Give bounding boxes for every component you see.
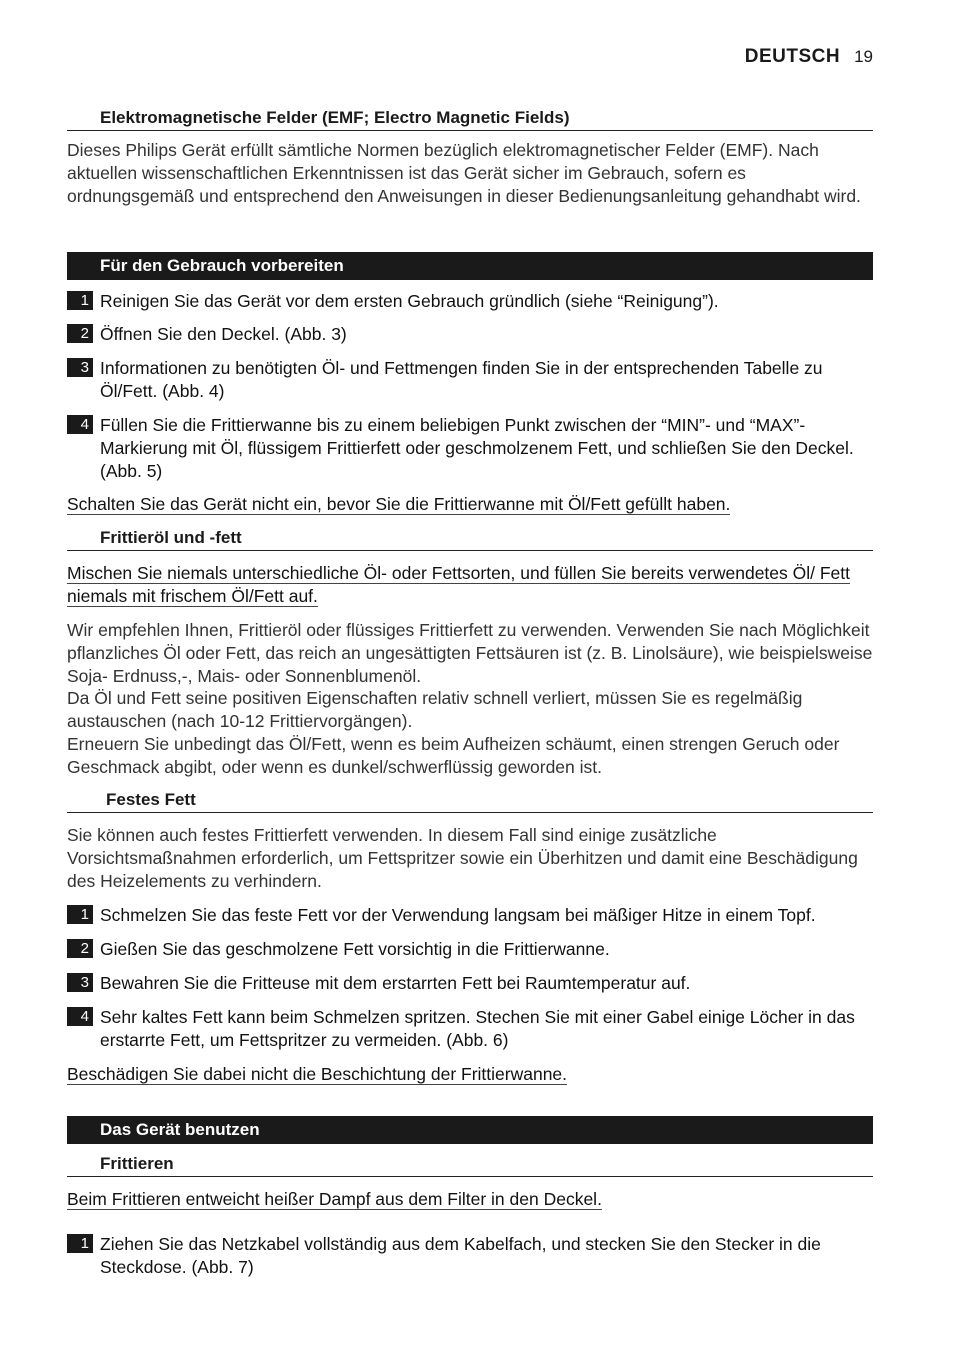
prepare-step — [67, 323, 873, 346]
oil-section — [67, 528, 873, 551]
emf-text: Dieses Philips Gerät erfüllt sämtliche Normen bezüglich elektromagnetischer Felder (EMF). Nach aktuellen wissenschaftlichen Erkenntnissen ist das Gerät sicher im Gebrauch, sofern es ordnungsgemäß und entsprechend den Anweisungen in dieser Bedienungsanleitung gehandhabt wird. — [67, 140, 861, 206]
solid-step — [67, 904, 873, 927]
step-number: 4 — [67, 415, 93, 434]
step-text: Öffnen Sie den Deckel. (Abb. 3) — [100, 324, 347, 344]
solid-step — [67, 938, 873, 961]
oil-paragraph-1: Wir empfehlen Ihnen, Frittieröl oder flüssiges Frittierfett zu verwenden. Verwenden Sie nach Möglichkeit pflanzliches Öl oder Fett, das reich an ungesättigten Fettsäuren ist (z. B. Linolsäure), wie beispielsweise Soja- Erdnuss,-, Mais- oder Sonnenblumenöl. — [67, 620, 873, 686]
page-header — [745, 46, 873, 68]
page-number: 19 — [854, 47, 873, 66]
emf-heading: Elektromagnetische Felder (EMF; Electro Magnetic Fields) — [67, 108, 873, 131]
emf-section — [67, 108, 873, 207]
step-number: 2 — [67, 324, 93, 343]
oil-paragraph-2: Da Öl und Fett seine positiven Eigenschaften relativ schnell verliert, müssen Sie es regelmäßig austauschen (nach 10-12 Frittiervorgängen). — [67, 688, 803, 731]
step-number: 3 — [67, 973, 93, 992]
frying-heading: Frittieren — [67, 1154, 873, 1177]
solid-heading: Festes Fett — [67, 790, 873, 813]
step-number: 1 — [67, 905, 93, 924]
step-number: 3 — [67, 358, 93, 377]
solid-step — [67, 1006, 873, 1052]
use-heading: Das Gerät benutzen — [67, 1116, 873, 1144]
use-warning-text: Beim Frittieren entweicht heißer Dampf aus dem Filter in den Deckel. — [67, 1189, 602, 1209]
oil-heading: Frittieröl und -fett — [67, 528, 873, 551]
use-step — [67, 1233, 873, 1279]
step-text: Informationen zu benötigten Öl- und Fettmengen finden Sie in der entsprechenden Tabelle zu Öl/Fett. (Abb. 4) — [100, 358, 823, 401]
step-text: Gießen Sie das geschmolzene Fett vorsichtig in die Frittierwanne. — [100, 939, 610, 959]
step-number: 4 — [67, 1007, 93, 1026]
prepare-step — [67, 290, 873, 313]
solid-warning-text: Beschädigen Sie dabei nicht die Beschichtung der Frittierwanne. — [67, 1064, 568, 1084]
use-heading-bar — [67, 1116, 873, 1144]
step-text: Füllen Sie die Frittierwanne bis zu einem beliebigen Punkt zwischen der “MIN”- und “MAX”-Markierung mit Öl, flüssigem Frittierfett oder geschmolzenem Fett, und schließen Sie den Deckel. (Abb. 5) — [100, 415, 854, 481]
solid-text: Sie können auch festes Frittierfett verwenden. In diesem Fall sind einige zusätzliche Vorsichtsmaßnahmen erforderlich, um Fettspritzer sowie ein Überhitzen und damit eine Beschädigung des Heizelements zu verhindern. — [67, 825, 858, 891]
step-text: Schmelzen Sie das feste Fett vor der Verwendung langsam bei mäßiger Hitze in einem Topf. — [100, 905, 816, 925]
step-text: Sehr kaltes Fett kann beim Schmelzen spritzen. Stechen Sie mit einer Gabel einige Löcher in das erstarrte Fett, um Fettspritzer zu vermeiden. (Abb. 6) — [100, 1007, 855, 1050]
language-label: DEUTSCH — [744, 46, 841, 67]
prepare-warning — [67, 493, 873, 516]
prepare-heading: Für den Gebrauch vorbereiten — [67, 252, 873, 280]
solid-warning — [67, 1063, 873, 1086]
step-text: Ziehen Sie das Netzkabel vollständig aus dem Kabelfach, und stecken Sie den Stecker in die Steckdose. (Abb. 7) — [100, 1234, 821, 1277]
oil-paragraph-3: Erneuern Sie unbedingt das Öl/Fett, wenn es beim Aufheizen schäumt, einen strengen Geruch oder Geschmack abgibt, oder wenn es dunkel/schwerflüssig geworden ist. — [67, 734, 840, 777]
solid-step — [67, 972, 873, 995]
step-text: Reinigen Sie das Gerät vor dem ersten Gebrauch gründlich (siehe “Reinigung”). — [100, 291, 719, 311]
step-text: Bewahren Sie die Fritteuse mit dem erstarrten Fett bei Raumtemperatur auf. — [100, 973, 691, 993]
oil-warning-text: Mischen Sie niemals unterschiedliche Öl- oder Fettsorten, und füllen Sie bereits verwendetes Öl/ Fett niemals mit frischem Öl/Fett auf. — [67, 563, 851, 606]
use-warning — [67, 1188, 873, 1211]
prepare-heading-bar — [67, 252, 873, 280]
step-number: 1 — [67, 291, 93, 310]
solid-section — [67, 790, 873, 813]
prepare-warning-text: Schalten Sie das Gerät nicht ein, bevor Sie die Frittierwanne mit Öl/Fett gefüllt haben. — [67, 494, 731, 514]
frying-section — [67, 1154, 873, 1177]
step-number: 1 — [67, 1234, 93, 1253]
prepare-step — [67, 414, 873, 482]
step-number: 2 — [67, 939, 93, 958]
oil-warning — [67, 562, 873, 608]
prepare-step — [67, 357, 873, 403]
